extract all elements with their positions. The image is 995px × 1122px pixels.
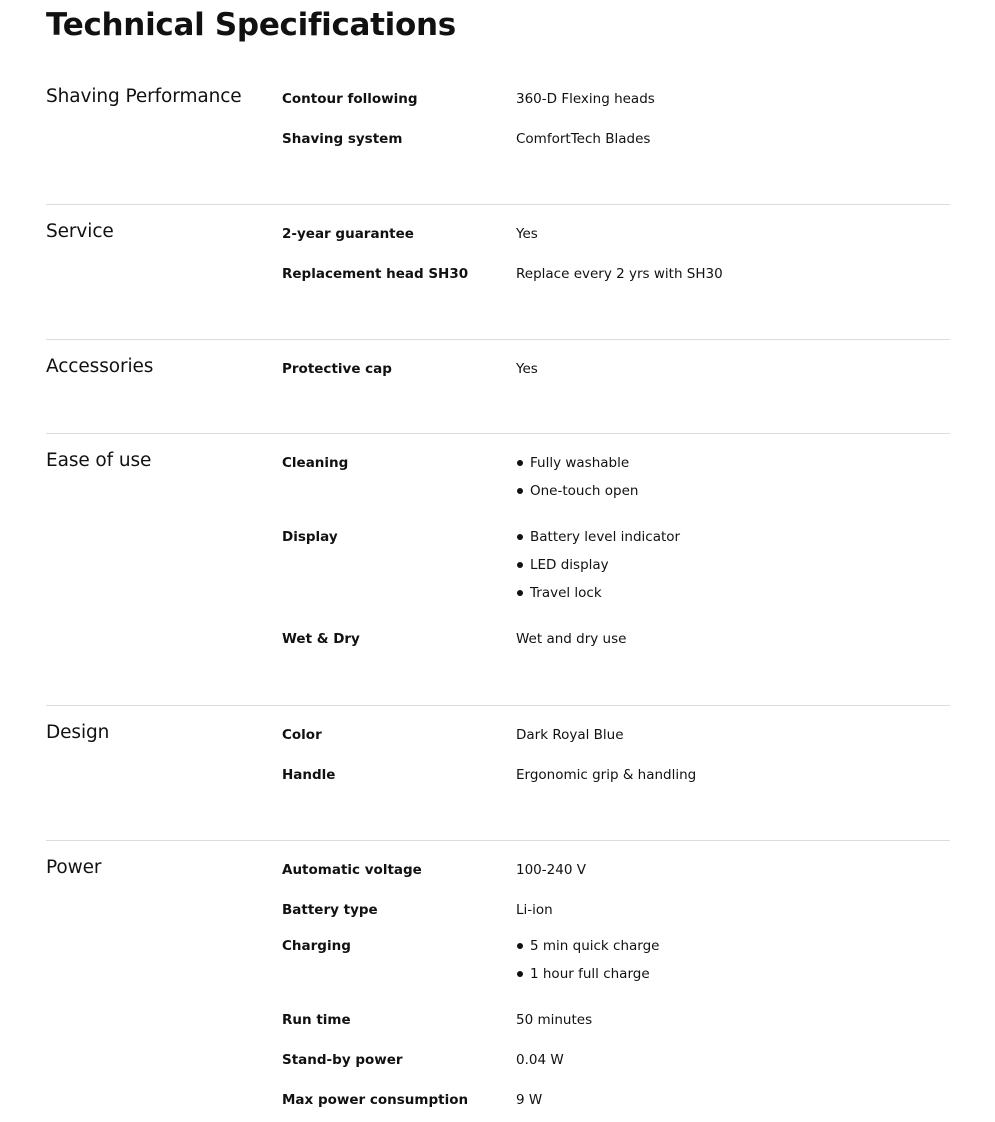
spec-label: Color [282, 727, 322, 743]
spec-section-ease-of-use [46, 434, 950, 706]
spec-value: Replace every 2 yrs with SH30 [516, 266, 723, 282]
spec-value: Yes [516, 361, 538, 377]
spec-value: Li-ion [516, 902, 553, 918]
spec-section-service [46, 205, 950, 340]
spec-label: Contour following [282, 91, 418, 107]
spec-section-design [46, 706, 950, 841]
spec-value-list [516, 451, 950, 505]
spec-value: Yes [516, 226, 538, 242]
spec-rows [282, 856, 950, 1112]
spec-label: Shaving system [282, 131, 403, 147]
spec-value: 9 W [516, 1092, 543, 1108]
spec-row [282, 858, 950, 882]
spec-value-list [516, 934, 950, 988]
section-title: Shaving Performance [46, 86, 242, 107]
spec-section-shaving-performance [46, 70, 950, 205]
spec-row [282, 723, 950, 747]
spec-row [282, 262, 950, 286]
spec-label: Display [282, 529, 338, 545]
spec-rows [282, 85, 950, 204]
spec-label: Wet & Dry [282, 631, 360, 647]
spec-label: Max power consumption [282, 1092, 469, 1108]
spec-row [282, 934, 950, 988]
spec-rows [282, 721, 950, 840]
spec-value: Ergonomic grip & handling [516, 767, 697, 783]
list-item: 1 hour full charge [516, 960, 950, 988]
spec-row [282, 451, 950, 505]
spec-label: Replacement head SH30 [282, 266, 469, 282]
spec-page [46, 0, 950, 1112]
list-item: One-touch open [516, 477, 950, 505]
section-title: Service [46, 221, 114, 242]
spec-row [282, 627, 950, 651]
spec-row [282, 763, 950, 787]
spec-row [282, 87, 950, 111]
list-item: 5 min quick charge [516, 934, 950, 958]
spec-rows [282, 449, 950, 705]
spec-label: Handle [282, 767, 336, 783]
spec-value: 360-D Flexing heads [516, 91, 655, 107]
spec-row [282, 1088, 950, 1112]
section-title: Power [46, 857, 102, 878]
spec-row [282, 222, 950, 246]
spec-value: ComfortTech Blades [516, 131, 651, 147]
spec-row [282, 357, 950, 381]
page-title: Technical Specifications [46, 7, 456, 43]
list-item: Travel lock [516, 579, 950, 607]
spec-row [282, 1008, 950, 1032]
spec-label: Run time [282, 1012, 351, 1028]
spec-value: 50 minutes [516, 1012, 593, 1028]
spec-section-power [46, 841, 950, 1112]
spec-row [282, 898, 950, 922]
section-title: Accessories [46, 356, 154, 377]
section-title: Design [46, 722, 110, 743]
spec-value: Dark Royal Blue [516, 727, 624, 743]
section-title: Ease of use [46, 450, 152, 471]
list-item: Battery level indicator [516, 525, 950, 549]
spec-label: Protective cap [282, 361, 392, 377]
spec-label: 2-year guarantee [282, 226, 414, 242]
spec-label: Stand-by power [282, 1052, 403, 1068]
spec-label: Automatic voltage [282, 862, 422, 878]
spec-row [282, 127, 950, 151]
spec-value-list [516, 525, 950, 607]
spec-rows [282, 355, 950, 433]
spec-value: 100-240 V [516, 862, 586, 878]
spec-label: Cleaning [282, 455, 349, 471]
spec-rows [282, 220, 950, 339]
spec-section-accessories [46, 340, 950, 434]
spec-label: Battery type [282, 902, 378, 918]
spec-label: Charging [282, 938, 351, 954]
spec-row [282, 525, 950, 607]
spec-value: 0.04 W [516, 1052, 564, 1068]
spec-row [282, 1048, 950, 1072]
list-item: LED display [516, 551, 950, 579]
list-item: Fully washable [516, 451, 950, 475]
spec-value: Wet and dry use [516, 631, 627, 647]
